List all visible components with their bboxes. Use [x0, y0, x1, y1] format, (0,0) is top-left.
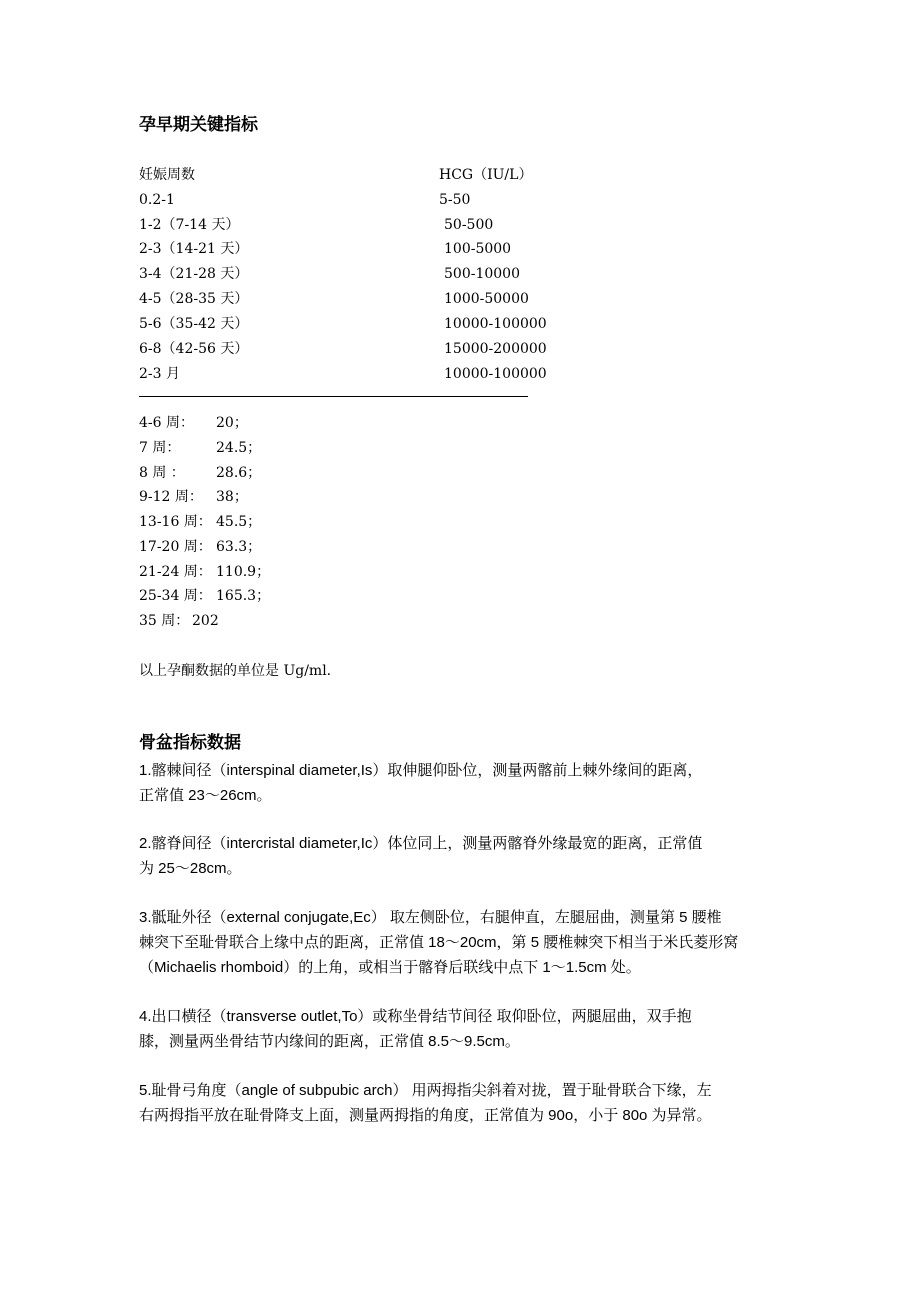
unit-note: 以上孕酮数据的单位是 Ug/ml.: [139, 663, 332, 679]
table-cell-hcg: 15000-200000: [444, 341, 547, 357]
table-cell-hcg: 5-50: [439, 192, 471, 208]
list-item-value: 24.5；: [216, 440, 262, 456]
table-cell-weeks: 3-4（21-28 天）: [139, 266, 249, 282]
list-item-week: 9-12 周：: [139, 489, 203, 505]
list-item-week: 21-24 周：: [139, 564, 212, 580]
table-cell-weeks: 2-3（14-21 天）: [139, 241, 249, 257]
paragraph-external-conjugate: [139, 905, 799, 980]
divider-line: [139, 396, 528, 397]
list-item-value: 28.6；: [216, 465, 262, 481]
table-cell-weeks: 6-8（42-56 天）: [139, 341, 249, 357]
table-cell-weeks: 0.2-1: [139, 192, 175, 208]
list-item-week: 13-16 周：: [139, 514, 212, 530]
section-title-early-pregnancy: 孕早期关键指标: [139, 115, 258, 135]
table-cell-weeks: 1-2（7-14 天）: [139, 217, 240, 233]
paragraph-line: 1.髂棘间径（interspinal diameter,Is）取伸腿仰卧位，测量两髂前上棘外缘间的距离，: [139, 762, 703, 779]
paragraph-line: 棘突下至耻骨联合上缘中点的距离，正常值 18～20cm，第 5 腰椎棘突下相当于米氏菱形窝: [139, 934, 739, 951]
list-item-value: 110.9；: [216, 564, 271, 580]
list-item-value: 38；: [216, 489, 248, 505]
paragraph-line: 4.出口横径（transverse outlet,To）或称坐骨结节间径 取仰卧位，两腿屈曲，双手抱: [139, 1008, 692, 1025]
paragraph-line: 3.骶耻外径（external conjugate,Ec） 取左侧卧位，右腿伸直，左腿屈曲，测量第 5 腰椎: [139, 909, 722, 926]
table-cell-weeks: 2-3 月: [139, 366, 180, 382]
section-title-pelvis: 骨盆指标数据: [139, 733, 241, 753]
list-item-value: 165.3；: [216, 588, 271, 604]
paragraph-line: 5.耻骨弓角度（angle of subpubic arch） 用两拇指尖斜着对拢，置于耻骨联合下缘，左: [139, 1082, 712, 1099]
paragraph-line: 为 25～28cm。: [139, 860, 242, 877]
table-cell-hcg: 100-5000: [444, 241, 512, 257]
table-cell-hcg: 500-10000: [444, 266, 520, 282]
paragraph-line: 2.髂脊间径（intercristal diameter,Ic）体位同上，测量两髂脊外缘最宽的距离，正常值: [139, 835, 703, 852]
list-item-value: 20；: [216, 415, 248, 431]
list-item-week: 4-6 周：: [139, 415, 194, 431]
paragraph-transverse-outlet: [139, 1004, 799, 1054]
table-header-hcg: HCG（IU/L）: [439, 167, 533, 183]
paragraph-line: （Michaelis rhomboid）的上角，或相当于髂脊后联线中点下 1～1.5cm 处。: [139, 959, 641, 976]
list-item-value: 63.3；: [216, 539, 262, 555]
paragraph-intercristal: [139, 831, 799, 881]
table-cell-hcg: 1000-50000: [444, 291, 529, 307]
table-cell-hcg: 10000-100000: [444, 316, 547, 332]
list-item-value: 202: [192, 613, 219, 629]
list-item-week: 17-20 周：: [139, 539, 212, 555]
list-item-value: 45.5；: [216, 514, 262, 530]
paragraph-subpubic-arch: [139, 1078, 799, 1128]
list-item-week: 7 周：: [139, 440, 181, 456]
list-item-week: 8 周 ：: [139, 465, 185, 481]
paragraph-line: 正常值 23～26cm。: [139, 787, 272, 804]
list-item-week: 35 周：: [139, 613, 190, 629]
paragraph-interspinal: [139, 758, 799, 808]
table-cell-hcg: 10000-100000: [444, 366, 547, 382]
table-cell-weeks: 5-6（35-42 天）: [139, 316, 249, 332]
paragraph-line: 右两拇指平放在耻骨降支上面，测量两拇指的角度，正常值为 90o，小于 80o 为异常。: [139, 1107, 712, 1124]
table-cell-weeks: 4-5（28-35 天）: [139, 291, 249, 307]
list-item-week: 25-34 周：: [139, 588, 212, 604]
table-header-weeks: 妊娠周数: [139, 167, 195, 183]
paragraph-line: 膝，测量两坐骨结节内缘间的距离，正常值 8.5～9.5cm。: [139, 1033, 520, 1050]
table-cell-hcg: 50-500: [444, 217, 494, 233]
